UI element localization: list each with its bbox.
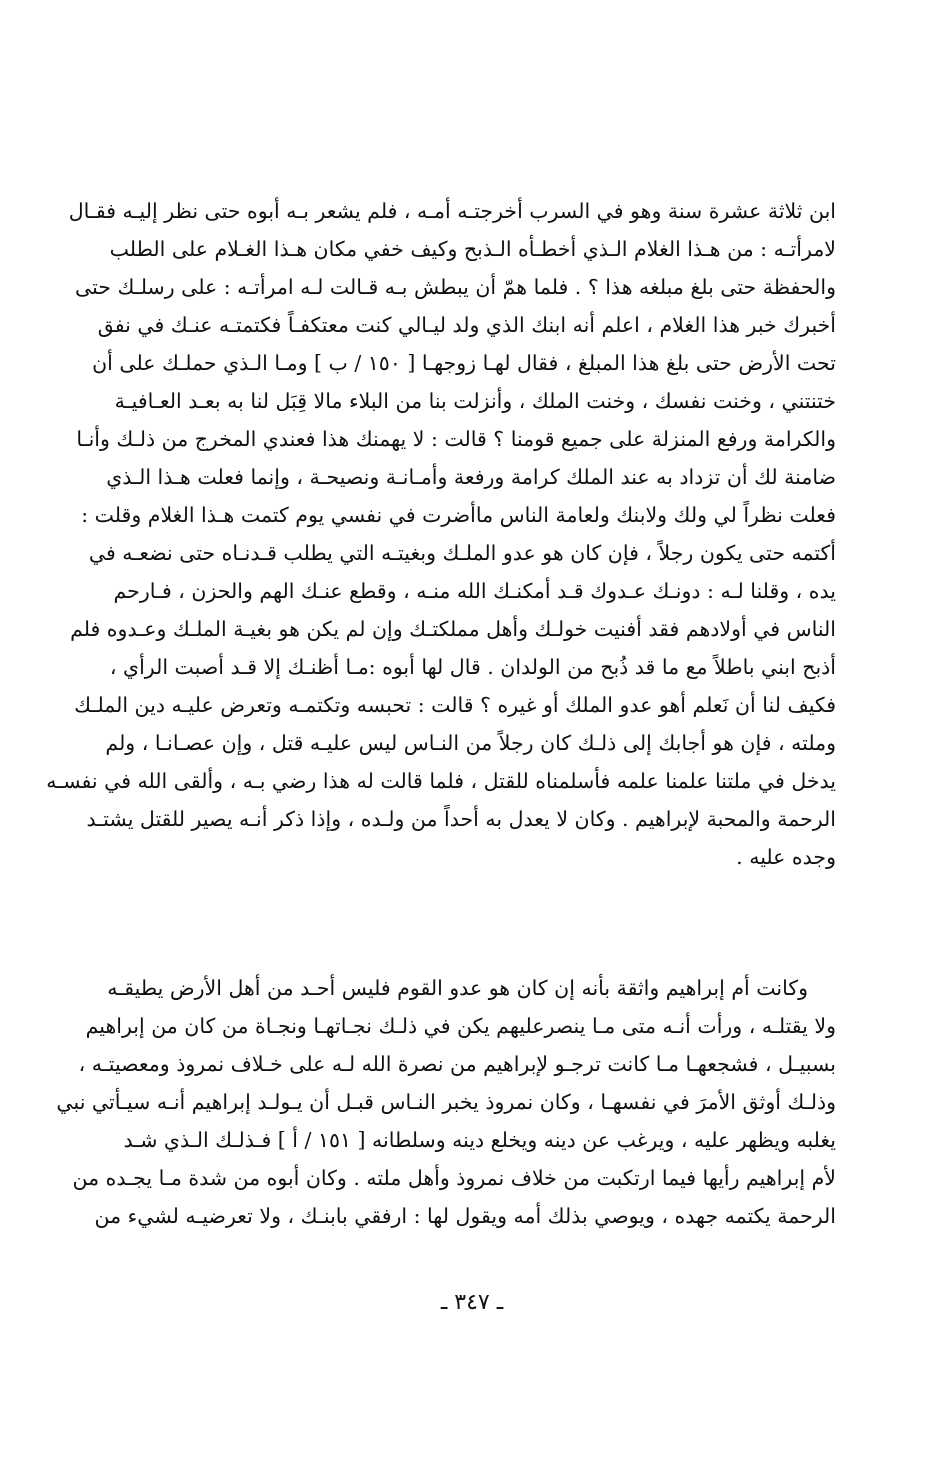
text-line: بسبيـل ، فشجعهـا مـا كانت ترجـو لإبراهيم من نصرة الله لـه على خـلاف نمروذ ومعصيتـه ، bbox=[78, 1052, 836, 1076]
text-line: وذلـك أوثق الأمرَ في نفسهـا ، وكان نمروذ يخبر النـاس قبـل أن يـولـد إبراهيم أنـه سيـأتي نبي bbox=[56, 1090, 836, 1114]
text-line: لأم إبراهيم رأيها فيما ارتكبت من خلاف نمروذ وأهل ملته . وكان أبوه من شدة مـا يجـده من bbox=[72, 1166, 836, 1190]
text-line: الناس في أولادهم فقد أفنيت خولـك وأهل مملكتـك وإن لم يكن هو بغيـة الملـك وعـدوه فلم bbox=[70, 617, 836, 641]
text-line: أذبح ابني باطلاً مع ما قد ذُبح من الولدان . قال لها أبوه :مـا أظنـك إلا قـد أصبت الرأي ، bbox=[109, 655, 836, 679]
text-line: تحت الأرض حتى بلغ هذا المبلغ ، فقال لهـا زوجهـا [ ١٥٠ / ب ] ومـا الـذي حملـك على أن bbox=[92, 351, 836, 375]
text-line: الرحمة والمحبة لإبراهيم . وكان لا يعدل به أحداً من ولـده ، وإذا ذكر أنـه يصير للقتل يشتـد bbox=[86, 807, 836, 831]
text-line: ابن ثلاثة عشرة سنة وهو في السرب أخرجتـه أمـه ، فلم يشعر بـه أبوه حتى نظر إليـه فقـال bbox=[68, 199, 836, 223]
text-line: أكتمه حتى يكون رجلاً ، فإن كان هو عدو الملـك وبغيتـه التي يطلب قـدنـاه حتى نضعـه في bbox=[88, 541, 836, 565]
paragraph-2 bbox=[56, 969, 836, 1235]
text-line: وكانت أم إبراهيم واثقة بأنه إن كان هو عدو القوم فليس أحـد من أهل الأرض يطيقـه bbox=[107, 976, 808, 1000]
text-line: ولا يقتلـه ، ورأت أنـه متى مـا ينصرعليهم يكن في ذلـك نجـاتهـا ونجـاة من كان من إبراهيم bbox=[85, 1014, 836, 1038]
text-line: يده ، وقلنا لـه : دونـك عـدوك قـد أمكنـك الله منـه ، وقطع عنـك الهم والحزن ، فـارحم bbox=[113, 579, 836, 603]
text-line: الرحمة يكتمه جهده ، ويوصي بذلك أمه ويقول لها : ارفقي بابنـك ، ولا تعرضيـه لشيء من bbox=[94, 1204, 836, 1228]
text-line: أخبرك خبر هذا الغلام ، اعلم أنه ابنك الذي ولد ليـالي كنت معتكفـاً فكتمتـه عنـك في نفق bbox=[97, 313, 836, 337]
text-line: لامرأتـه : من هـذا الغلام الـذي أخطـأه الـذبح وكيف خفي مكان هـذا الغـلام على الطلب bbox=[109, 237, 836, 261]
text-line: يدخل في ملتنا علمنا علمه فأسلمناه للقتل ، فلما قالت له هذا رضي بـه ، وألقى الله في نفسـه bbox=[46, 769, 836, 793]
page-number: ـ ٣٤٧ ـ bbox=[440, 1290, 504, 1315]
text-line: وجده عليه . bbox=[736, 845, 836, 869]
text-line: والكرامة ورفع المنزلة على جميع قومنا ؟ قالت : لا يهمنك هذا فعندي المخرج من ذلـك وأنـا bbox=[76, 427, 836, 451]
text-line: وملته ، فإن هو أجابك إلى ذلـك كان رجلاً من النـاس ليس عليـه قتل ، وإن عصـانـا ، ولم bbox=[105, 731, 836, 755]
text-line: يغلبه ويظهر عليه ، ويرغب عن دينه ويخلع دينه وسلطانه [ ١٥١ / أ ] فـذلـك الـذي شـد bbox=[123, 1128, 836, 1152]
text-line: ختنتني ، وخنت نفسك ، وخنت الملك ، وأنزلت بنا من البلاء مالا قِبَل لنا به بعـد العـافيـة bbox=[114, 389, 836, 413]
text-line: والحفظة حتى بلغ مبلغه هذا ؟ . فلما همّ أن يبطش بـه قـالت لـه امرأتـه : على رسلـك حتى bbox=[75, 275, 836, 299]
text-line: ضامنة لك أن تزداد به عند الملك كرامة ورفعة وأمـانـة ونصيحـة ، وإنما فعلت هـذا الـذي bbox=[106, 465, 836, 489]
text-line: فكيف لنا أن نَعلم أهو عدو الملك أو غيره ؟ قالت : تحبسه وتكتمـه وتعرض عليـه دين الملـك bbox=[74, 693, 836, 717]
text-line: فعلت نظراً لي ولك ولابنك ولعامة الناس ماأضرت في نفسي يوم كتمت هـذا الغلام وقلت : bbox=[81, 503, 836, 527]
paragraph-1 bbox=[46, 192, 836, 876]
